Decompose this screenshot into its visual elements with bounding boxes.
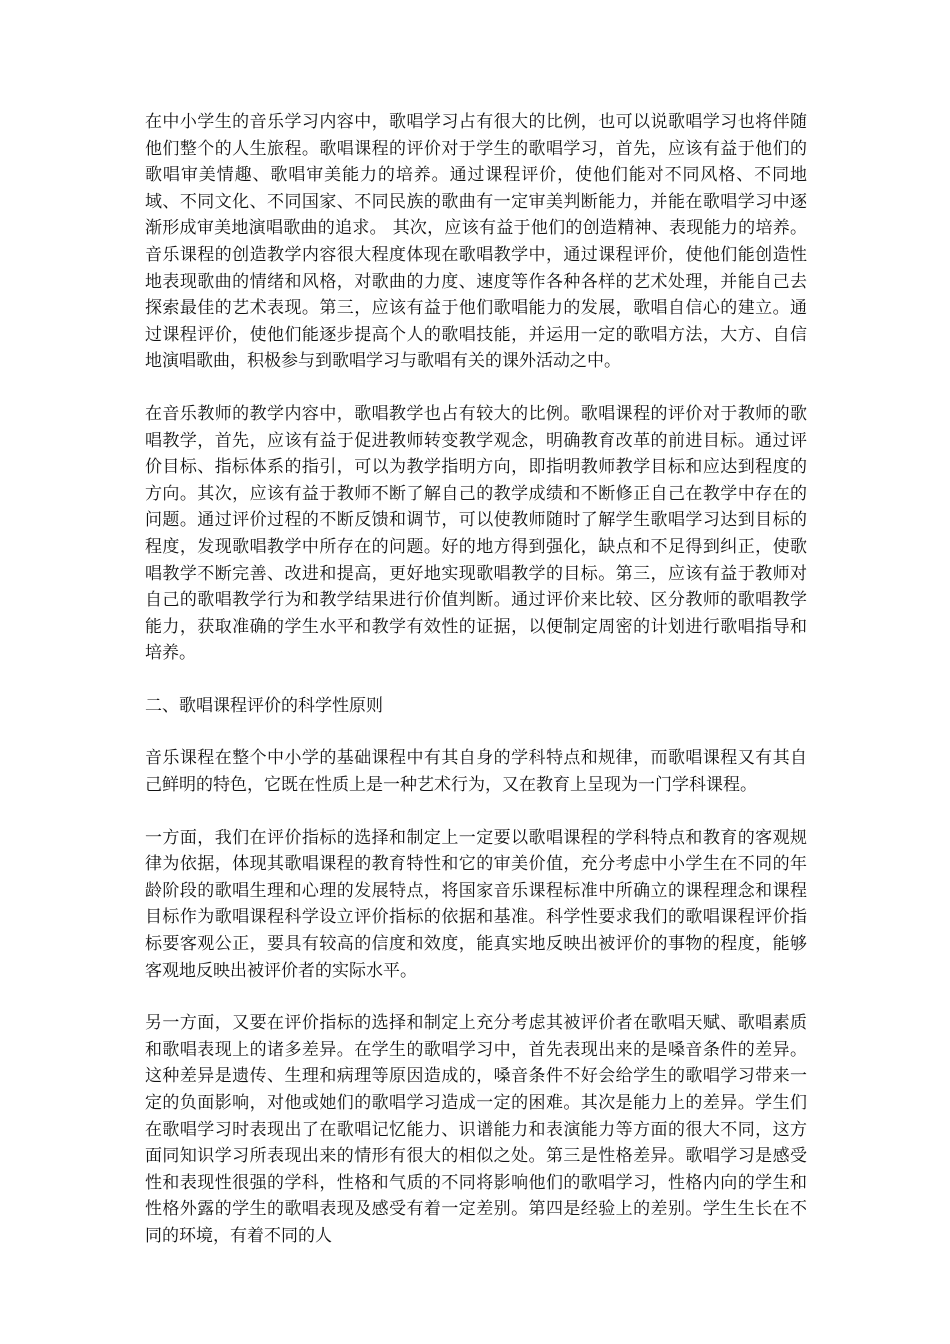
paragraph-student-singing: 在中小学生的音乐学习内容中，歌唱学习占有很大的比例，也可以说歌唱学习也将伴随他们整个的人生旅程。歌唱课程的评价对于学生的歌唱学习，首先，应该有益于他们的歌唱审美情趣、歌唱审美能力的培养。通过课程评价，使他们能对不同风格、不同地域、不同文化、不同国家、不同民族的歌曲有一定审美判断能力，并能在歌唱学习中逐渐形成审美地演唱歌曲的追求。 其次，应该有益于他们的创造精神、表现能力的培养。音乐课程的创造教学内容很大程度体现在歌唱教学中，通过课程评价，使他们能创造性地表现歌曲的情绪和风格，对歌曲的力度、速度等作各种各样的艺术处理，并能自己去探索最佳的艺术表现。第三，应该有益于他们歌唱能力的发展，歌唱自信心的建立。通过课程评价，使他们能逐步提高个人的歌唱技能，并运用一定的歌唱方法，大方、自信地演唱歌曲，积极参与到歌唱学习与歌唱有关的课外活动之中。 bbox=[145, 112, 807, 372]
section-heading: 二、歌唱课程评价的科学性原则 bbox=[145, 695, 383, 716]
document-page bbox=[145, 109, 807, 1276]
paragraph-first-aspect: 一方面，我们在评价指标的选择和制定上一定要以歌唱课程的学科特点和教育的客观规律为依据，体现其歌唱课程的教育特性和它的审美价值，充分考虑中小学生在不同的年龄阶段的歌唱生理和心理的发展特点，将国家音乐课程标准中所确立的课程理念和课程目标作为歌唱课程科学设立评价指标的依据和基准。科学性要求我们的歌唱课程评价指标要客观公正，要具有较高的信度和效度，能真实地反映出被评价的事物的程度，能够客观地反映出被评价者的实际水平。 bbox=[145, 827, 807, 981]
paragraph-second-aspect: 另一方面，又要在评价指标的选择和制定上充分考虑其被评价者在歌唱天赋、歌唱素质和歌唱表现上的诸多差异。在学生的歌唱学习中，首先表现出来的是嗓音条件的差异。这种差异是遗传、生理和病理等原因造成的，嗓音条件不好会给学生的歌唱学习带来一定的负面影响，对他或她们的歌唱学习造成一定的困难。其次是能力上的差异。学生们在歌唱学习时表现出了在歌唱记忆能力、识谱能力和表演能力等方面的很大不同，这方面同知识学习所表现出来的情形有很大的相似之处。第三是性格差异。歌唱学习是感受性和表现性很强的学科，性格和气质的不同将影响他们的歌唱学习，性格内向的学生和性格外露的学生的歌唱表现及感受有着一定差别。第四是经验上的差别。学生生长在不同的环境，有着不同的人 bbox=[145, 1013, 807, 1246]
paragraph-course-characteristics: 音乐课程在整个中小学的基础课程中有其自身的学科特点和规律，而歌唱课程又有其自己鲜明的特色，它既在性质上是一种艺术行为，又在教育上呈现为一门学科课程。 bbox=[145, 748, 807, 796]
paragraph-teacher-teaching: 在音乐教师的教学内容中，歌唱教学也占有较大的比例。歌唱课程的评价对于教师的歌唱教学，首先，应该有益于促进教师转变教学观念，明确教育改革的前进目标。通过评价目标、指标体系的指引，可以为教学指明方向，即指明教师教学目标和应达到程度的方向。其次，应该有益于教师不断了解自己的教学成绩和不断修正自己在教学中存在的问题。通过评价过程的不断反馈和调节，可以使教师随时了解学生歌唱学习达到目标的程度，发现歌唱教学中所存在的问题。好的地方得到强化，缺点和不足得到纠正，使歌唱教学不断完善、改进和提高，更好地实现歌唱教学的目标。第三，应该有益于教师对自己的歌唱教学行为和教学结果进行价值判断。通过评价来比较、区分教师的歌唱教学能力，获取准确的学生水平和教学有效性的证据，以便制定周密的计划进行歌唱指导和培养。 bbox=[145, 403, 807, 664]
